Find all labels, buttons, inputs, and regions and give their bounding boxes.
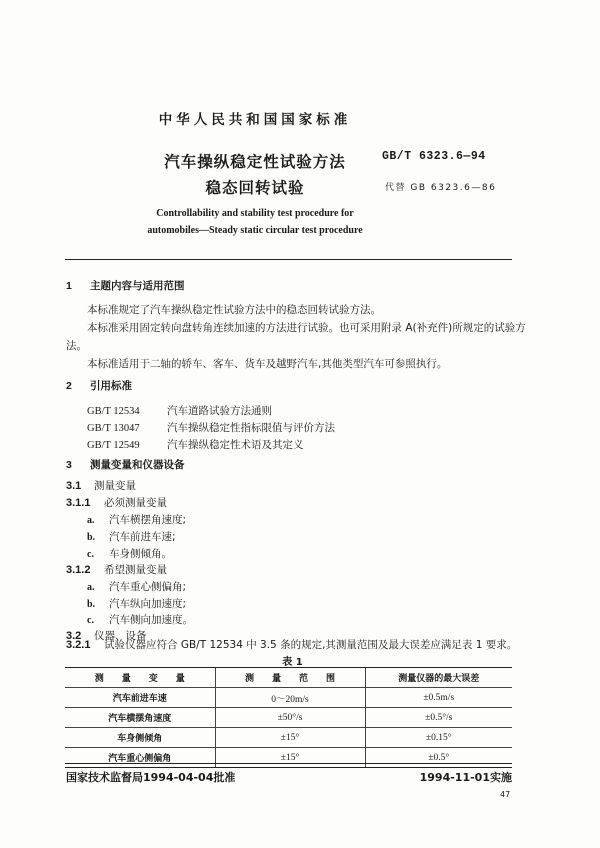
list-letter: b.: [87, 532, 96, 543]
section-number: 3: [66, 459, 72, 471]
subsection-text: 试验仪器应符合 GB/T 12534 中 3.5 条的规定,其测量范围及最大误差应满足表 1 要求。: [104, 639, 518, 651]
list-text: 汽车侧向加速度。: [109, 614, 193, 626]
subsection-3-1: [66, 478, 136, 493]
subsection-number: 3.1.1: [66, 497, 91, 509]
subsection-number: 3.1.2: [66, 564, 91, 576]
cell-error: ±0.5°: [365, 748, 512, 768]
table-row: [65, 688, 512, 708]
subsection-title: 必须测量变量: [104, 497, 167, 509]
list-letter: a.: [87, 582, 95, 593]
table-header-row: [65, 668, 512, 688]
section-2-heading: [66, 378, 132, 393]
english-title-line1: Controllability and stability test procedure for: [156, 208, 354, 219]
national-standard-heading: 中华人民共和国国家标准: [158, 112, 352, 128]
cell-variable: 汽车前进车速: [65, 688, 215, 708]
english-title-line2: automobiles—Steady static circular test procedure: [147, 225, 363, 236]
standard-number: GB/T 6323.6—94: [382, 150, 486, 163]
subsection-title: 希望测量变量: [104, 564, 167, 576]
paragraph: 本标准规定了汽车操纵稳定性试验方法中的稳态回转试验方法。: [87, 304, 381, 316]
cell-range: 0～20m/s: [215, 688, 365, 708]
list-letter: c.: [87, 549, 94, 560]
implementation-date: 1994-11-01实施: [419, 771, 512, 784]
list-text: 汽车横摆角速度;: [109, 514, 187, 526]
page-number: 47: [500, 790, 511, 799]
approval-statement: 国家技术监督局1994-04-04批准: [66, 771, 236, 784]
cell-error: ±0.5°/s: [365, 708, 512, 728]
measurement-table: [65, 667, 512, 768]
section-title: 测量变量和仪器设备: [90, 459, 185, 471]
section-number: 2: [66, 380, 72, 392]
subsection-title: 测量变量: [94, 480, 136, 492]
header-measured-variable: 测 量 变 量: [65, 668, 215, 688]
subsection-3-2-1: [66, 637, 517, 652]
list-item: [87, 512, 186, 527]
subsection-number: 3.2.1: [66, 639, 91, 651]
header-divider: [65, 259, 512, 260]
reference-item: [87, 437, 304, 452]
list-letter: a.: [87, 515, 95, 526]
list-text: 汽车重心侧偏角;: [109, 581, 187, 593]
reference-item: [87, 420, 335, 435]
header-measurement-range: 测 量 范 围: [215, 668, 365, 688]
cell-error: ±0.15°: [365, 728, 512, 748]
cell-range: ±50°/s: [215, 708, 365, 728]
table-row: [65, 748, 512, 768]
section-number: 1: [66, 280, 72, 292]
section-title: 引用标准: [90, 380, 132, 392]
list-text: 汽车纵向加速度;: [109, 598, 187, 610]
list-text: 车身侧倾角。: [109, 548, 172, 560]
cell-error: ±0.5m/s: [365, 688, 512, 708]
paragraph: 本标准采用固定转向盘转角连续加速的方法进行试验。也可采用附录 A(补充件)所规定的试验方: [87, 322, 526, 334]
list-letter: c.: [87, 615, 94, 626]
cell-range: ±15°: [215, 728, 365, 748]
list-text: 汽车前进车速;: [109, 531, 176, 543]
cell-range: ±15°: [215, 748, 365, 768]
paragraph-continuation: 法。: [66, 340, 87, 352]
section-1-heading: [66, 278, 185, 293]
paragraph: 本标准适用于二轴的轿车、客车、货车及越野汽车,其他类型汽车可参照执行。: [87, 358, 448, 370]
subsection-3-1-2: [66, 562, 167, 577]
reference-title: 汽车道路试验方法通则: [167, 405, 272, 417]
table-caption: 表 1: [282, 657, 303, 668]
list-item: [87, 546, 172, 561]
list-item: [87, 596, 186, 611]
reference-title: 汽车操纵稳定性术语及其定义: [167, 439, 304, 451]
document-title-line1: 汽车操纵稳定性试验方法: [164, 153, 346, 171]
subsection-number: 3.2: [66, 630, 82, 642]
header-max-error: 测量仪器的最大误差: [365, 668, 512, 688]
table-row: [65, 728, 512, 748]
cell-variable: 汽车重心侧偏角: [65, 748, 215, 768]
subsection-3-1-1: [66, 495, 167, 510]
table-row: [65, 708, 512, 728]
list-item: [87, 529, 176, 544]
reference-code: GB/T 12534: [87, 406, 140, 417]
reference-item: [87, 403, 272, 418]
list-letter: b.: [87, 599, 96, 610]
cell-variable: 车身侧倾角: [65, 728, 215, 748]
reference-code: GB/T 12549: [87, 440, 140, 451]
subsection-number: 3.1: [66, 480, 82, 492]
reference-code: GB/T 13047: [87, 423, 140, 434]
list-item: [87, 579, 186, 594]
list-item: [87, 612, 193, 627]
subsection-title: 仪器、设备: [94, 630, 147, 642]
document-title-line2: 稳态回转试验: [205, 179, 305, 197]
section-3-heading: [66, 457, 185, 472]
replaces-standard: 代替 GB 6323.6—86: [385, 183, 497, 193]
reference-title: 汽车操纵稳定性指标限值与评价方法: [167, 422, 335, 434]
section-title: 主题内容与适用范围: [90, 280, 185, 292]
footer-divider: [65, 763, 512, 764]
cell-variable: 汽车横摆角速度: [65, 708, 215, 728]
